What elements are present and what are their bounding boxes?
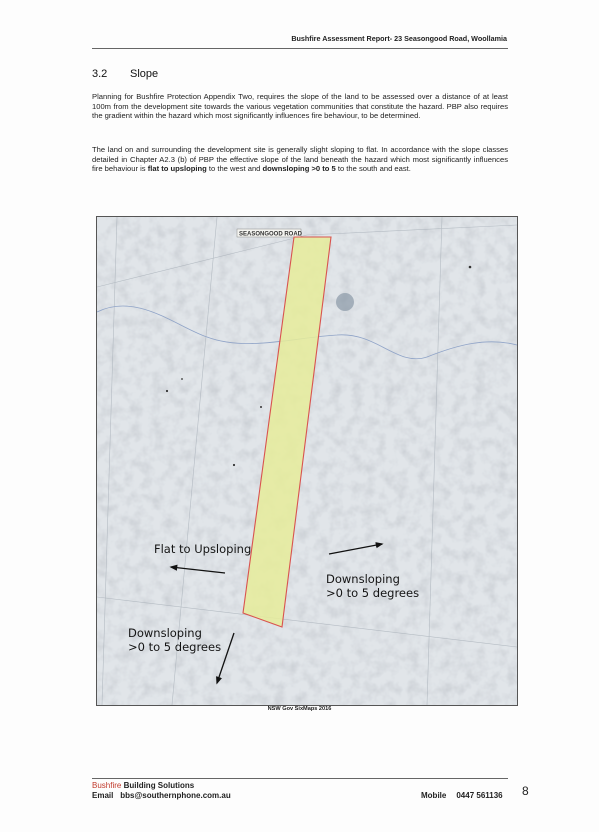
section-heading [92, 68, 158, 80]
footer-rule [92, 778, 508, 779]
footer-email [92, 791, 231, 800]
header-title: Bushfire Assessment Report- 23 Seasongood Road, Woollamia [291, 34, 507, 43]
map-caption: NSW Gov SixMaps 2016 [267, 706, 332, 712]
footer-email-address[interactable]: bbs@southernphone.com.au [120, 791, 231, 800]
footer-mobile [421, 791, 503, 800]
slope-map-svg [97, 217, 517, 705]
section-number: 3.2 [92, 68, 108, 80]
dam-marker [336, 293, 354, 311]
p2-text-e: to the south and east. [335, 164, 411, 174]
slope-map [96, 216, 518, 706]
section-title: Slope [130, 68, 159, 80]
label-south-downsloping: Downsloping [128, 626, 202, 640]
label-east-downsloping: Downsloping [326, 572, 400, 586]
label-south-degrees: >0 to 5 degrees [128, 640, 222, 654]
footer-brand-bushfire: Bushfire [92, 781, 122, 790]
label-east-degrees: >0 to 5 degrees [326, 586, 420, 600]
slope-intro-paragraph: Planning for Bushfire Protection Appendix Two, requires the slope of the land to be assessed over a distance of at least 100m from the development site towards the various vegetation communities that constitute the hazard. PBP also requires the gradient within the hazard which most significantly influences fire behaviour, to be determined. [92, 92, 508, 121]
slope-assessment-paragraph [92, 145, 508, 174]
p2-text-a: The land on and surrounding the development site is generally slight sloping to flat. In accordance with the slope classes detailed in Chapter A2.3 (b) of PBP the effective slope of the land beneath the hazard which most significantly influences fire behaviour is [92, 145, 508, 174]
label-flat-to-upsloping: Flat to Upsloping [154, 542, 252, 556]
p2-text-c: to the west and [206, 164, 263, 174]
footer-brand [92, 781, 194, 790]
page-number: 8 [522, 784, 529, 798]
footer-mobile-number: 0447 561136 [456, 791, 503, 800]
footer-brand-rest: Building Solutions [121, 781, 195, 790]
road-label: SEASONGOOD ROAD [239, 231, 303, 238]
p2-bold-east: downsloping >0 to 5 [262, 164, 336, 174]
footer-mobile-label: Mobile [421, 791, 447, 800]
p2-bold-west: flat to upsloping [147, 164, 207, 174]
footer-email-label: Email [92, 791, 114, 800]
header-rule [92, 48, 508, 49]
